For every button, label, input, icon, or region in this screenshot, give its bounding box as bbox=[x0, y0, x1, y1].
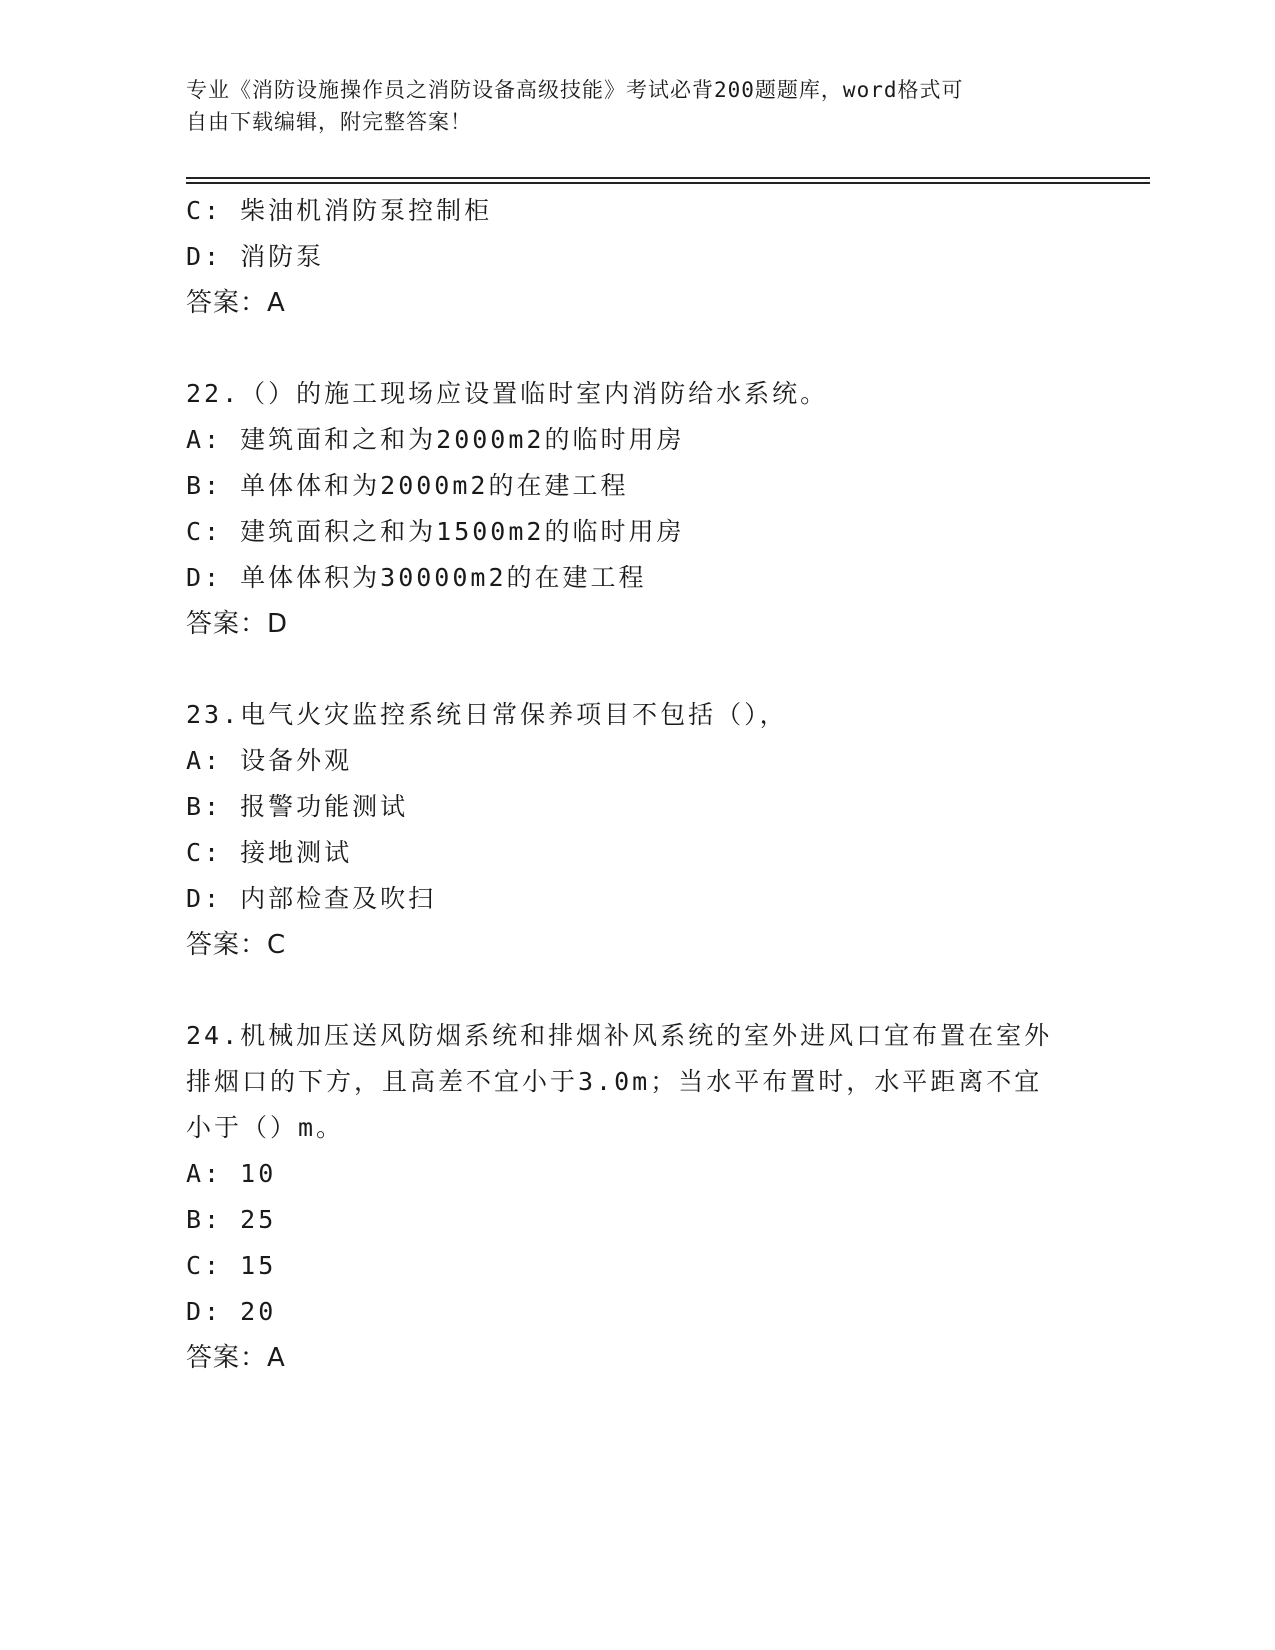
option-c: C: 建筑面积之和为1500m2的临时用房 bbox=[186, 517, 685, 546]
option-b: B: 单体体和为2000m2的在建工程 bbox=[186, 471, 629, 500]
header-line-2: 自由下载编辑，附完整答案！ bbox=[186, 110, 472, 134]
option-b: B: 报警功能测试 bbox=[186, 792, 409, 821]
option-c: C: 接地测试 bbox=[186, 838, 353, 867]
header-divider-top bbox=[186, 177, 1150, 179]
answer: 答案：A bbox=[186, 1343, 286, 1373]
option-b: B: 25 bbox=[186, 1205, 277, 1234]
question-text-line-2: 排烟口的下方，且高差不宜小于3.0m；当水平布置时，水平距离不宜 bbox=[186, 1067, 1043, 1096]
option-a: A: 建筑面和之和为2000m2的临时用房 bbox=[186, 425, 685, 454]
document-header bbox=[186, 74, 1066, 138]
question-text: 23.电气火灾监控系统日常保养项目不包括（）， bbox=[186, 700, 788, 729]
option-d: D: 单体体积为30000m2的在建工程 bbox=[186, 563, 647, 592]
answer: 答案：C bbox=[186, 930, 287, 960]
answer: 答案：D bbox=[186, 609, 289, 639]
question-text: 22.（）的施工现场应设置临时室内消防给水系统。 bbox=[186, 379, 829, 408]
option-a: A: 10 bbox=[186, 1159, 277, 1188]
spacer bbox=[186, 968, 1086, 1013]
spacer bbox=[186, 326, 1086, 371]
option-c: C: 15 bbox=[186, 1251, 277, 1280]
header-line-1: 专业《消防设施操作员之消防设备高级技能》考试必背200题题库，word格式可 bbox=[186, 78, 964, 102]
question-24 bbox=[186, 1013, 1086, 1381]
option-a: A: 设备外观 bbox=[186, 746, 353, 775]
option-d: D: 内部检查及吹扫 bbox=[186, 884, 437, 913]
question-text-line-3: 小于（）m。 bbox=[186, 1113, 345, 1142]
header-divider-bottom bbox=[186, 182, 1150, 184]
question-22 bbox=[186, 371, 1086, 647]
question-text-line-1: 24.机械加压送风防烟系统和排烟补风系统的室外进风口宜布置在室外 bbox=[186, 1021, 1053, 1050]
option-d: D: 20 bbox=[186, 1297, 277, 1326]
spacer bbox=[186, 647, 1086, 692]
question-list bbox=[186, 188, 1086, 1381]
answer: 答案：A bbox=[186, 288, 286, 318]
question-23 bbox=[186, 692, 1086, 968]
option-d: D: 消防泵 bbox=[186, 242, 325, 271]
question-21 bbox=[186, 188, 1086, 326]
option-c: C: 柴油机消防泵控制柜 bbox=[186, 196, 493, 225]
